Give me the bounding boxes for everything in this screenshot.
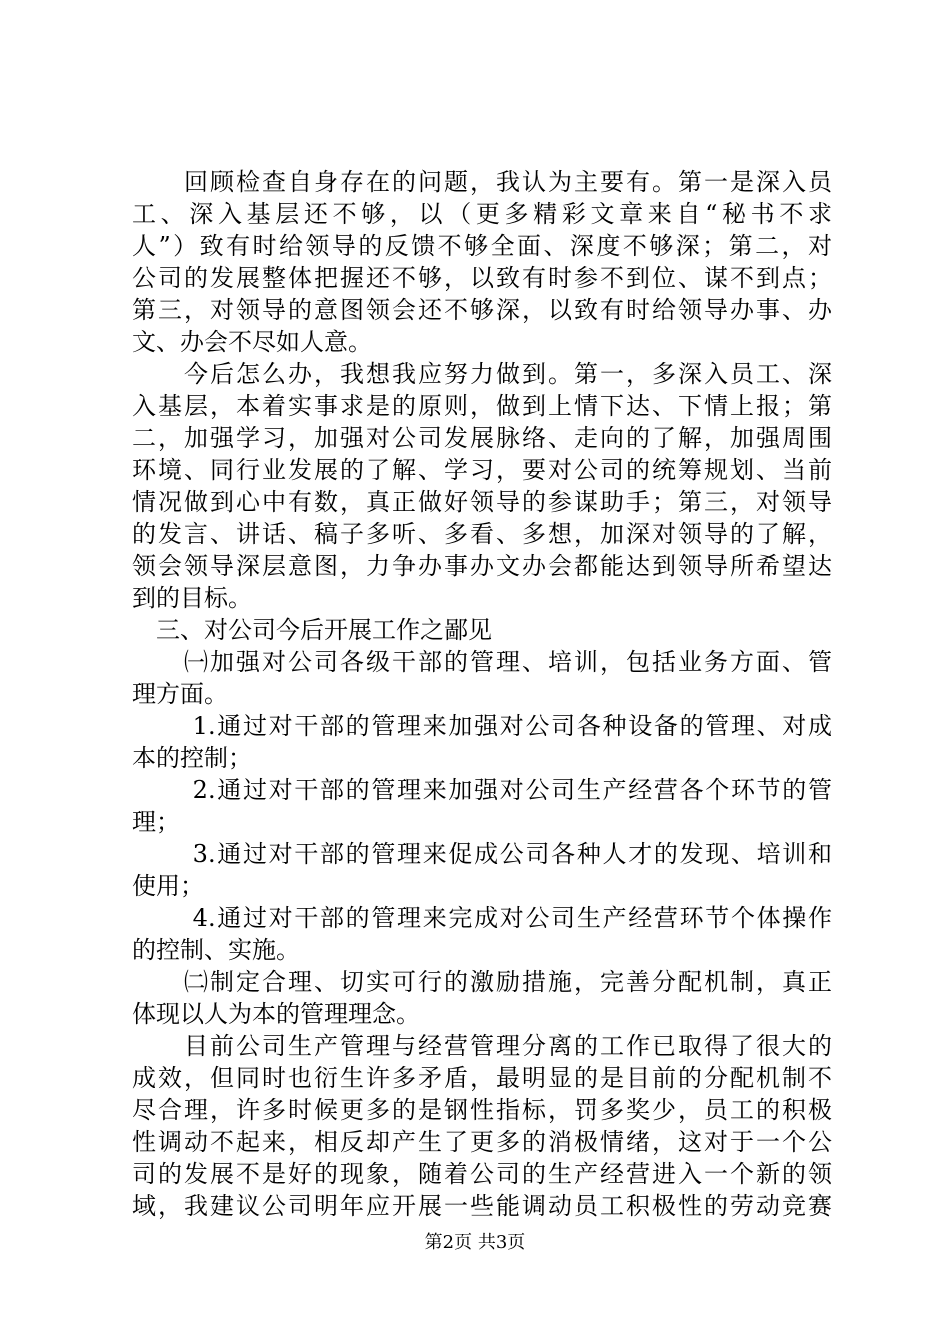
text-line: 今后怎么办，我想我应努力做到。第一，多深入员工、深 bbox=[132, 360, 832, 388]
text-line: 二，加强学习，加强对公司发展脉络、走向的了解，加强周围 bbox=[132, 424, 832, 452]
text-line: 理方面。 bbox=[132, 680, 228, 708]
page-footer: 第2页 共3页 bbox=[424, 1232, 526, 1253]
text-line: 成效，但同时也衍生许多矛盾，最明显的是目前的分配机制不 bbox=[132, 1064, 832, 1092]
text-line: 公司的发展整体把握还不够，以致有时参不到位、谋不到点； bbox=[132, 264, 832, 292]
text-line: 体现以人为本的管理理念。 bbox=[132, 1000, 420, 1028]
list-item: 3.通过对干部的管理来促成公司各种人才的发现、培训和 bbox=[132, 840, 832, 868]
text-line: 文、办会不尽如人意。 bbox=[132, 328, 372, 356]
text-line: 工、深入基层还不够，以（更多精彩文章来自“秘书不求 bbox=[132, 200, 832, 228]
list-item: 2.通过对干部的管理来加强对公司生产经营各个环节的管 bbox=[132, 776, 832, 804]
list-item: 理； bbox=[132, 808, 180, 836]
text-line: 尽合理，许多时候更多的是钢性指标，罚多奖少，员工的积极 bbox=[132, 1096, 832, 1124]
text-line: 的发言、讲话、稿子多听、多看、多想，加深对领导的了解， bbox=[132, 520, 832, 548]
text-line: 到的目标。 bbox=[132, 584, 252, 612]
text-line: 领会领导深层意图，力争办事办文办会都能达到领导所希望达 bbox=[132, 552, 832, 580]
list-item: 4.通过对干部的管理来完成对公司生产经营环节个体操作 bbox=[132, 904, 832, 932]
text-line: 环境、同行业发展的了解、学习，要对公司的统筹规划、当前 bbox=[132, 456, 832, 484]
text-line: 第三，对领导的意图领会还不够深，以致有时给领导办事、办 bbox=[132, 296, 832, 324]
text-line: 域，我建议公司明年应开展一些能调动员工积极性的劳动竞赛 bbox=[132, 1192, 832, 1220]
list-item: 本的控制； bbox=[132, 744, 252, 772]
section-heading: 三、对公司今后开展工作之鄙见 bbox=[132, 616, 492, 644]
text-line: 司的发展不是好的现象，随着公司的生产经营进入一个新的领 bbox=[132, 1160, 832, 1188]
text-line: 回顾检查自身存在的问题，我认为主要有。第一是深入员 bbox=[132, 168, 832, 196]
text-line: 目前公司生产管理与经营管理分离的工作已取得了很大的 bbox=[132, 1032, 832, 1060]
list-item: 使用； bbox=[132, 872, 204, 900]
text-line: 情况做到心中有数，真正做好领导的参谋助手；第三，对领导 bbox=[132, 488, 832, 516]
text-line: ㈡制定合理、切实可行的激励措施，完善分配机制，真正 bbox=[132, 968, 832, 996]
list-item: 1.通过对干部的管理来加强对公司各种设备的管理、对成 bbox=[132, 712, 832, 740]
list-item: 的控制、实施。 bbox=[132, 936, 300, 964]
text-line: 人”）致有时给领导的反馈不够全面、深度不够深；第二，对 bbox=[132, 232, 832, 260]
text-line: ㈠加强对公司各级干部的管理、培训，包括业务方面、管 bbox=[132, 648, 832, 676]
text-line: 性调动不起来，相反却产生了更多的消极情绪，这对于一个公 bbox=[132, 1128, 832, 1156]
text-line: 入基层，本着实事求是的原则，做到上情下达、下情上报；第 bbox=[132, 392, 832, 420]
